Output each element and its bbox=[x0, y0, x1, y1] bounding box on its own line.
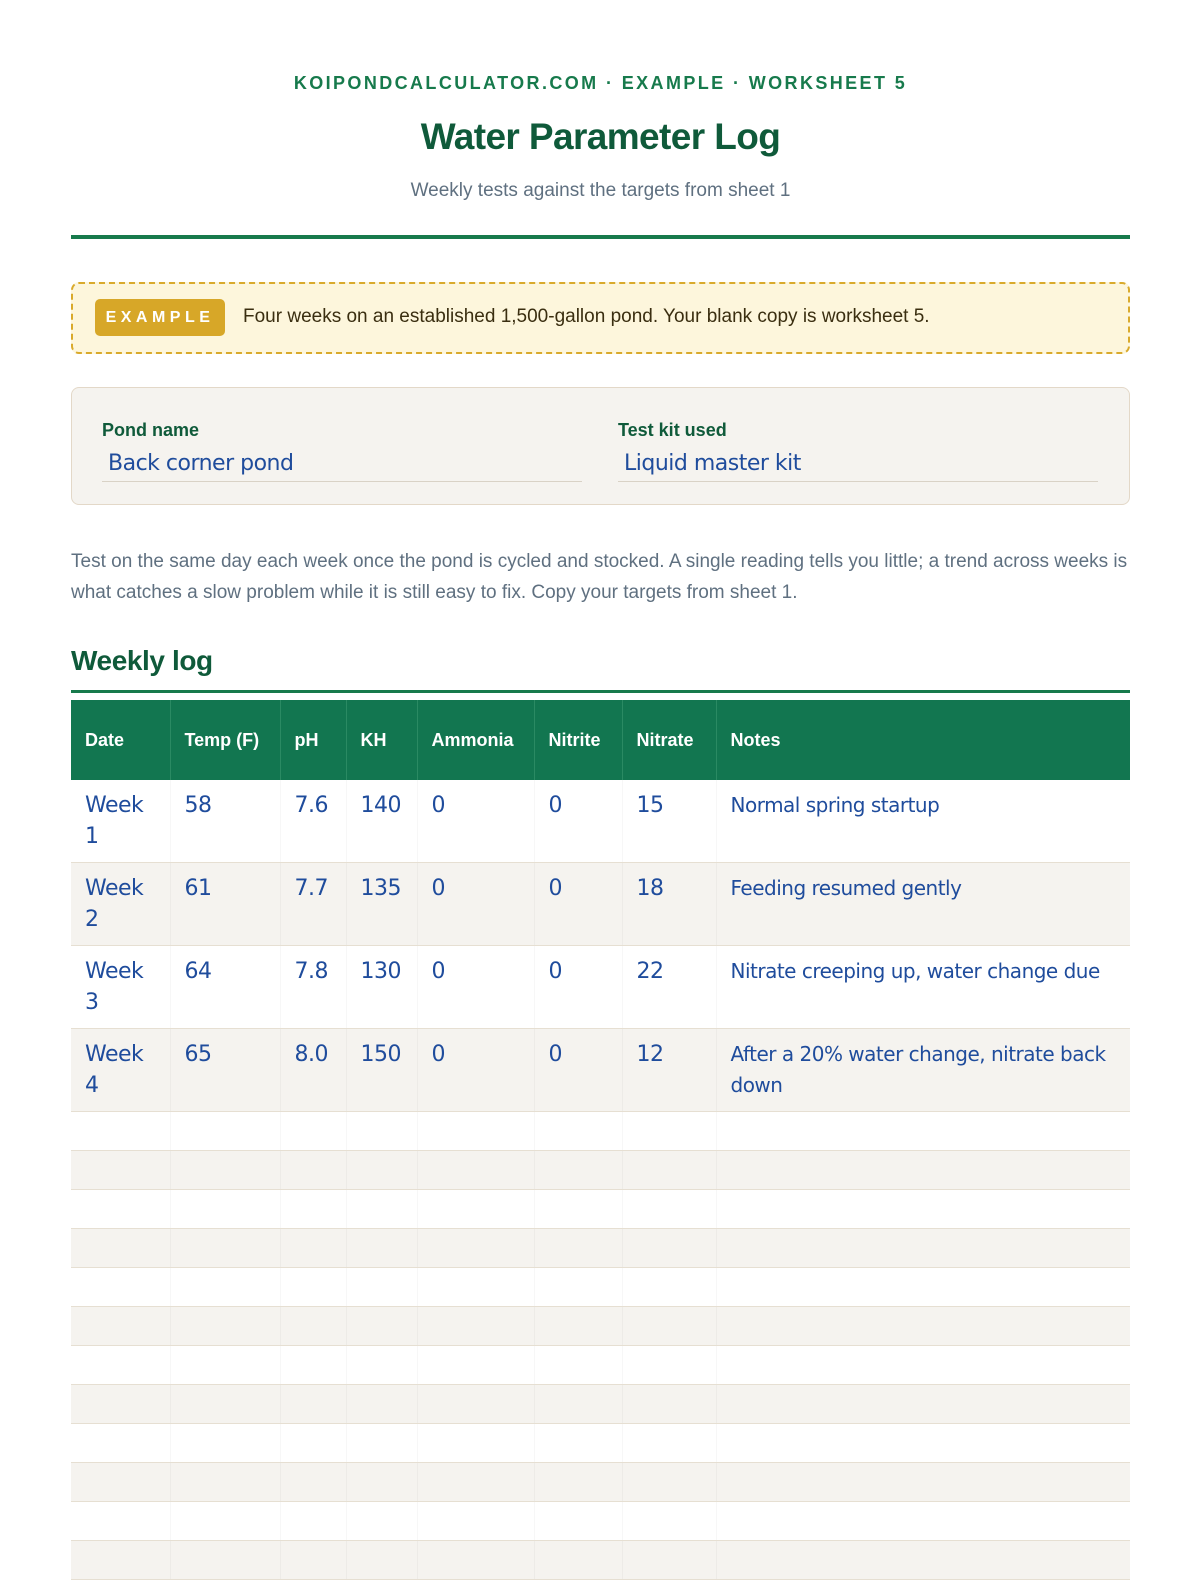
blank-cell[interactable] bbox=[534, 1424, 622, 1463]
section-title: Weekly log bbox=[71, 645, 213, 676]
cell-ph[interactable]: 7.6 bbox=[280, 780, 346, 863]
blank-cell[interactable] bbox=[170, 1385, 280, 1424]
site-eyebrow: KOIPONDCALCULATOR.COM · EXAMPLE · WORKSHEET 5 bbox=[293, 73, 908, 93]
cell-ph[interactable]: 7.8 bbox=[280, 946, 346, 1029]
blank-cell[interactable] bbox=[417, 1190, 534, 1229]
cell-kh[interactable]: 130 bbox=[346, 946, 417, 1029]
blank-cell[interactable] bbox=[716, 1268, 1130, 1307]
blank-cell[interactable] bbox=[534, 1151, 622, 1190]
cell-date[interactable]: Week 4 bbox=[71, 1029, 170, 1112]
blank-cell[interactable] bbox=[417, 1268, 534, 1307]
blank-cell[interactable] bbox=[534, 1541, 622, 1580]
blank-cell[interactable] bbox=[170, 1463, 280, 1502]
blank-row bbox=[71, 1190, 1130, 1229]
weekly-log-table bbox=[71, 700, 1130, 1580]
cell-nitrate[interactable]: 15 bbox=[622, 780, 716, 863]
blank-cell[interactable] bbox=[716, 1190, 1130, 1229]
blank-cell[interactable] bbox=[280, 1385, 346, 1424]
blank-cell[interactable] bbox=[417, 1112, 534, 1151]
cell-ammonia[interactable]: 0 bbox=[417, 780, 534, 863]
table-row bbox=[71, 780, 1130, 863]
cell-kh[interactable]: 140 bbox=[346, 780, 417, 863]
blank-cell[interactable] bbox=[71, 1151, 170, 1190]
cell-notes[interactable]: Nitrate creeping up, water change due bbox=[716, 946, 1130, 1029]
blank-cell[interactable] bbox=[534, 1229, 622, 1268]
blank-cell[interactable] bbox=[280, 1268, 346, 1307]
blank-cell[interactable] bbox=[622, 1424, 716, 1463]
blank-cell[interactable] bbox=[170, 1346, 280, 1385]
column-header-kh: KH bbox=[346, 700, 417, 780]
blank-cell[interactable] bbox=[71, 1346, 170, 1385]
blank-row bbox=[71, 1385, 1130, 1424]
blank-cell[interactable] bbox=[622, 1385, 716, 1424]
blank-cell[interactable] bbox=[716, 1151, 1130, 1190]
blank-cell[interactable] bbox=[346, 1424, 417, 1463]
cell-temp[interactable]: 65 bbox=[170, 1029, 280, 1112]
blank-cell[interactable] bbox=[417, 1385, 534, 1424]
blank-cell[interactable] bbox=[170, 1502, 280, 1541]
cell-ammonia[interactable]: 0 bbox=[417, 1029, 534, 1112]
blank-cell[interactable] bbox=[716, 1463, 1130, 1502]
blank-cell[interactable] bbox=[622, 1307, 716, 1346]
cell-nitrite[interactable]: 0 bbox=[534, 946, 622, 1029]
test-kit-label: Test kit used bbox=[618, 420, 727, 440]
blank-cell[interactable] bbox=[417, 1307, 534, 1346]
blank-cell[interactable] bbox=[417, 1424, 534, 1463]
blank-row bbox=[71, 1112, 1130, 1151]
header-divider bbox=[71, 235, 1130, 239]
blank-cell[interactable] bbox=[622, 1190, 716, 1229]
blank-row bbox=[71, 1346, 1130, 1385]
blank-cell[interactable] bbox=[346, 1463, 417, 1502]
blank-cell[interactable] bbox=[170, 1541, 280, 1580]
cell-date[interactable]: Week 1 bbox=[71, 780, 170, 863]
column-header-nitrite: Nitrite bbox=[534, 700, 622, 780]
pond-name-input[interactable]: Back corner pond bbox=[102, 447, 582, 482]
intro-paragraph: Test on the same day each week once the pond is cycled and stocked. A single reading tells you little; a trend across weeks is what catches a slow problem while it is still easy to fix. Copy your targets from sheet 1. bbox=[71, 551, 1128, 603]
cell-nitrite[interactable]: 0 bbox=[534, 1029, 622, 1112]
blank-cell[interactable] bbox=[346, 1112, 417, 1151]
blank-cell[interactable] bbox=[622, 1112, 716, 1151]
cell-ammonia[interactable]: 0 bbox=[417, 863, 534, 946]
blank-cell[interactable] bbox=[534, 1307, 622, 1346]
column-header-temp: Temp (F) bbox=[170, 700, 280, 780]
blank-cell[interactable] bbox=[622, 1541, 716, 1580]
cell-nitrate[interactable]: 18 bbox=[622, 863, 716, 946]
blank-cell[interactable] bbox=[417, 1346, 534, 1385]
blank-cell[interactable] bbox=[280, 1502, 346, 1541]
cell-notes[interactable]: Normal spring startup bbox=[716, 780, 1130, 863]
blank-cell[interactable] bbox=[534, 1268, 622, 1307]
cell-date[interactable]: Week 3 bbox=[71, 946, 170, 1029]
example-banner bbox=[71, 282, 1130, 354]
blank-cell[interactable] bbox=[346, 1385, 417, 1424]
column-header-ph: pH bbox=[280, 700, 346, 780]
cell-temp[interactable]: 61 bbox=[170, 863, 280, 946]
table-header-row bbox=[71, 700, 1130, 780]
blank-cell[interactable] bbox=[716, 1112, 1130, 1151]
example-text: Four weeks on an established 1,500-gallon pond. Your blank copy is worksheet 5. bbox=[243, 306, 930, 327]
blank-cell[interactable] bbox=[280, 1463, 346, 1502]
blank-cell[interactable] bbox=[71, 1424, 170, 1463]
section-divider bbox=[71, 690, 1130, 693]
blank-cell[interactable] bbox=[346, 1346, 417, 1385]
blank-cell[interactable] bbox=[534, 1385, 622, 1424]
blank-cell[interactable] bbox=[417, 1541, 534, 1580]
blank-cell[interactable] bbox=[534, 1112, 622, 1151]
blank-cell[interactable] bbox=[346, 1541, 417, 1580]
blank-cell[interactable] bbox=[346, 1268, 417, 1307]
test-kit-field bbox=[618, 420, 1098, 482]
blank-cell[interactable] bbox=[622, 1229, 716, 1268]
blank-cell[interactable] bbox=[622, 1151, 716, 1190]
blank-cell[interactable] bbox=[716, 1385, 1130, 1424]
blank-cell[interactable] bbox=[534, 1502, 622, 1541]
example-badge: EXAMPLE bbox=[95, 299, 225, 336]
cell-nitrite[interactable]: 0 bbox=[534, 780, 622, 863]
blank-cell[interactable] bbox=[71, 1268, 170, 1307]
table-row bbox=[71, 863, 1130, 946]
blank-cell[interactable] bbox=[170, 1190, 280, 1229]
blank-row bbox=[71, 1307, 1130, 1346]
blank-cell[interactable] bbox=[622, 1346, 716, 1385]
blank-cell[interactable] bbox=[170, 1229, 280, 1268]
cell-date[interactable]: Week 2 bbox=[71, 863, 170, 946]
pond-name-field bbox=[102, 420, 582, 482]
blank-cell[interactable] bbox=[346, 1190, 417, 1229]
cell-kh[interactable]: 150 bbox=[346, 1029, 417, 1112]
cell-notes[interactable]: After a 20% water change, nitrate back down bbox=[716, 1029, 1130, 1112]
blank-cell[interactable] bbox=[280, 1112, 346, 1151]
blank-cell[interactable] bbox=[280, 1190, 346, 1229]
pond-info-panel bbox=[71, 387, 1130, 505]
page-subtitle: Weekly tests against the targets from sheet 1 bbox=[410, 180, 791, 201]
blank-cell[interactable] bbox=[71, 1229, 170, 1268]
blank-row bbox=[71, 1151, 1130, 1190]
blank-cell[interactable] bbox=[622, 1463, 716, 1502]
blank-cell[interactable] bbox=[417, 1229, 534, 1268]
blank-cell[interactable] bbox=[71, 1307, 170, 1346]
blank-cell[interactable] bbox=[346, 1151, 417, 1190]
blank-row bbox=[71, 1463, 1130, 1502]
blank-cell[interactable] bbox=[622, 1502, 716, 1541]
blank-cell[interactable] bbox=[71, 1463, 170, 1502]
blank-cell[interactable] bbox=[170, 1151, 280, 1190]
column-header-date: Date bbox=[71, 700, 170, 780]
blank-cell[interactable] bbox=[71, 1502, 170, 1541]
blank-cell[interactable] bbox=[716, 1424, 1130, 1463]
blank-cell[interactable] bbox=[417, 1151, 534, 1190]
cell-ph[interactable]: 7.7 bbox=[280, 863, 346, 946]
blank-cell[interactable] bbox=[280, 1229, 346, 1268]
cell-nitrate[interactable]: 22 bbox=[622, 946, 716, 1029]
blank-row bbox=[71, 1268, 1130, 1307]
cell-temp[interactable]: 64 bbox=[170, 946, 280, 1029]
blank-cell[interactable] bbox=[170, 1112, 280, 1151]
blank-cell[interactable] bbox=[170, 1424, 280, 1463]
blank-cell[interactable] bbox=[346, 1502, 417, 1541]
column-header-nitrate: Nitrate bbox=[622, 700, 716, 780]
blank-cell[interactable] bbox=[170, 1307, 280, 1346]
blank-row bbox=[71, 1502, 1130, 1541]
pond-name-label: Pond name bbox=[102, 420, 200, 440]
blank-row bbox=[71, 1229, 1130, 1268]
cell-nitrate[interactable]: 12 bbox=[622, 1029, 716, 1112]
cell-temp[interactable]: 58 bbox=[170, 780, 280, 863]
blank-cell[interactable] bbox=[280, 1346, 346, 1385]
blank-cell[interactable] bbox=[534, 1346, 622, 1385]
blank-cell[interactable] bbox=[622, 1268, 716, 1307]
blank-cell[interactable] bbox=[716, 1346, 1130, 1385]
blank-cell[interactable] bbox=[346, 1307, 417, 1346]
blank-cell[interactable] bbox=[71, 1190, 170, 1229]
cell-kh[interactable]: 135 bbox=[346, 863, 417, 946]
blank-cell[interactable] bbox=[417, 1463, 534, 1502]
blank-cell[interactable] bbox=[534, 1463, 622, 1502]
cell-nitrite[interactable]: 0 bbox=[534, 863, 622, 946]
blank-cell[interactable] bbox=[716, 1541, 1130, 1580]
table-row bbox=[71, 1029, 1130, 1112]
blank-cell[interactable] bbox=[280, 1541, 346, 1580]
blank-cell[interactable] bbox=[716, 1307, 1130, 1346]
blank-row bbox=[71, 1541, 1130, 1580]
test-kit-input[interactable]: Liquid master kit bbox=[618, 447, 1098, 482]
blank-cell[interactable] bbox=[280, 1307, 346, 1346]
blank-cell[interactable] bbox=[170, 1268, 280, 1307]
blank-cell[interactable] bbox=[71, 1112, 170, 1151]
column-header-ammonia: Ammonia bbox=[417, 700, 534, 780]
blank-cell[interactable] bbox=[71, 1541, 170, 1580]
blank-cell[interactable] bbox=[280, 1424, 346, 1463]
blank-cell[interactable] bbox=[417, 1502, 534, 1541]
blank-row bbox=[71, 1424, 1130, 1463]
page-title: Water Parameter Log bbox=[420, 116, 781, 157]
column-header-notes: Notes bbox=[716, 700, 1130, 780]
blank-cell[interactable] bbox=[534, 1190, 622, 1229]
cell-notes[interactable]: Feeding resumed gently bbox=[716, 863, 1130, 946]
blank-cell[interactable] bbox=[71, 1385, 170, 1424]
blank-cell[interactable] bbox=[716, 1229, 1130, 1268]
cell-ammonia[interactable]: 0 bbox=[417, 946, 534, 1029]
blank-cell[interactable] bbox=[346, 1229, 417, 1268]
cell-ph[interactable]: 8.0 bbox=[280, 1029, 346, 1112]
blank-cell[interactable] bbox=[280, 1151, 346, 1190]
blank-cell[interactable] bbox=[716, 1502, 1130, 1541]
table-row bbox=[71, 946, 1130, 1029]
